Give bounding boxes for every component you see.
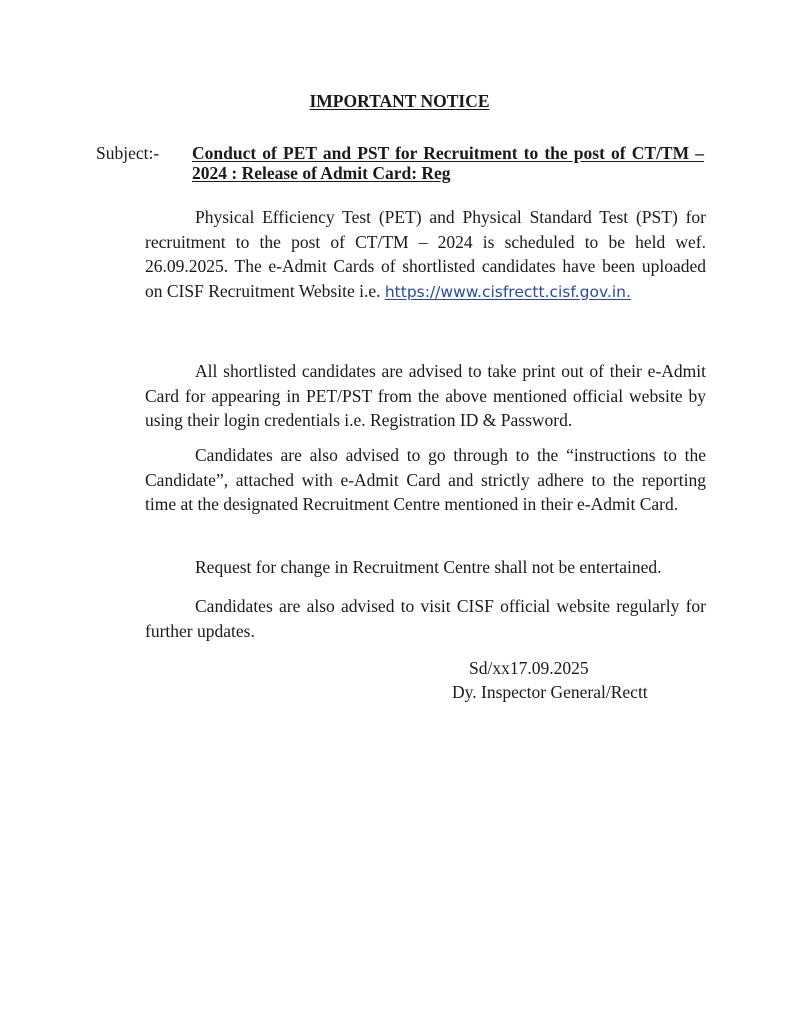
signature-date: Sd/xx17.09.2025 <box>469 658 589 678</box>
paragraph-further-updates: Candidates are also advised to visit CISF official website regularly for further updates. <box>145 596 706 641</box>
paragraph-print-admit-card: All shortlisted candidates are advised to take print out of their e-Admit Card for appearing in PET/PST from the above mentioned official website by using their login credentials i.e. Registration ID & Password. <box>145 361 706 430</box>
paragraph-instructions: Candidates are also advised to go through to the “instructions to the Candidate”, attached with e-Admit Card and strictly adhere to the reporting time at the designated Recruitment Centre mentioned in their e-Admit Card. <box>145 445 706 514</box>
paragraph-centre-change: Request for change in Recruitment Centre shall not be entertained. <box>195 557 662 577</box>
paragraph-schedule <box>145 205 706 304</box>
recruitment-website-link[interactable]: https://www.cisfrectt.cisf.gov.in. <box>384 282 631 301</box>
subject-text: Conduct of PET and PST for Recruitment to the post of CT/TM – 2024 : Release of Admit Card: Reg <box>192 143 704 183</box>
signatory-designation: Dy. Inspector General/Rectt <box>452 682 648 702</box>
paragraph-schedule-text: Physical Efficiency Test (PET) and Physical Standard Test (PST) for recruitment to the post of CT/TM – 2024 is scheduled to be held wef. 26.09.2025. The e-Admit Cards of shortlisted candidates have been uploaded on CISF Recruitment Website i.e. <box>145 207 706 301</box>
signature-block <box>452 656 648 704</box>
subject-label: Subject:- <box>96 143 160 163</box>
notice-title: IMPORTANT NOTICE <box>309 91 490 111</box>
